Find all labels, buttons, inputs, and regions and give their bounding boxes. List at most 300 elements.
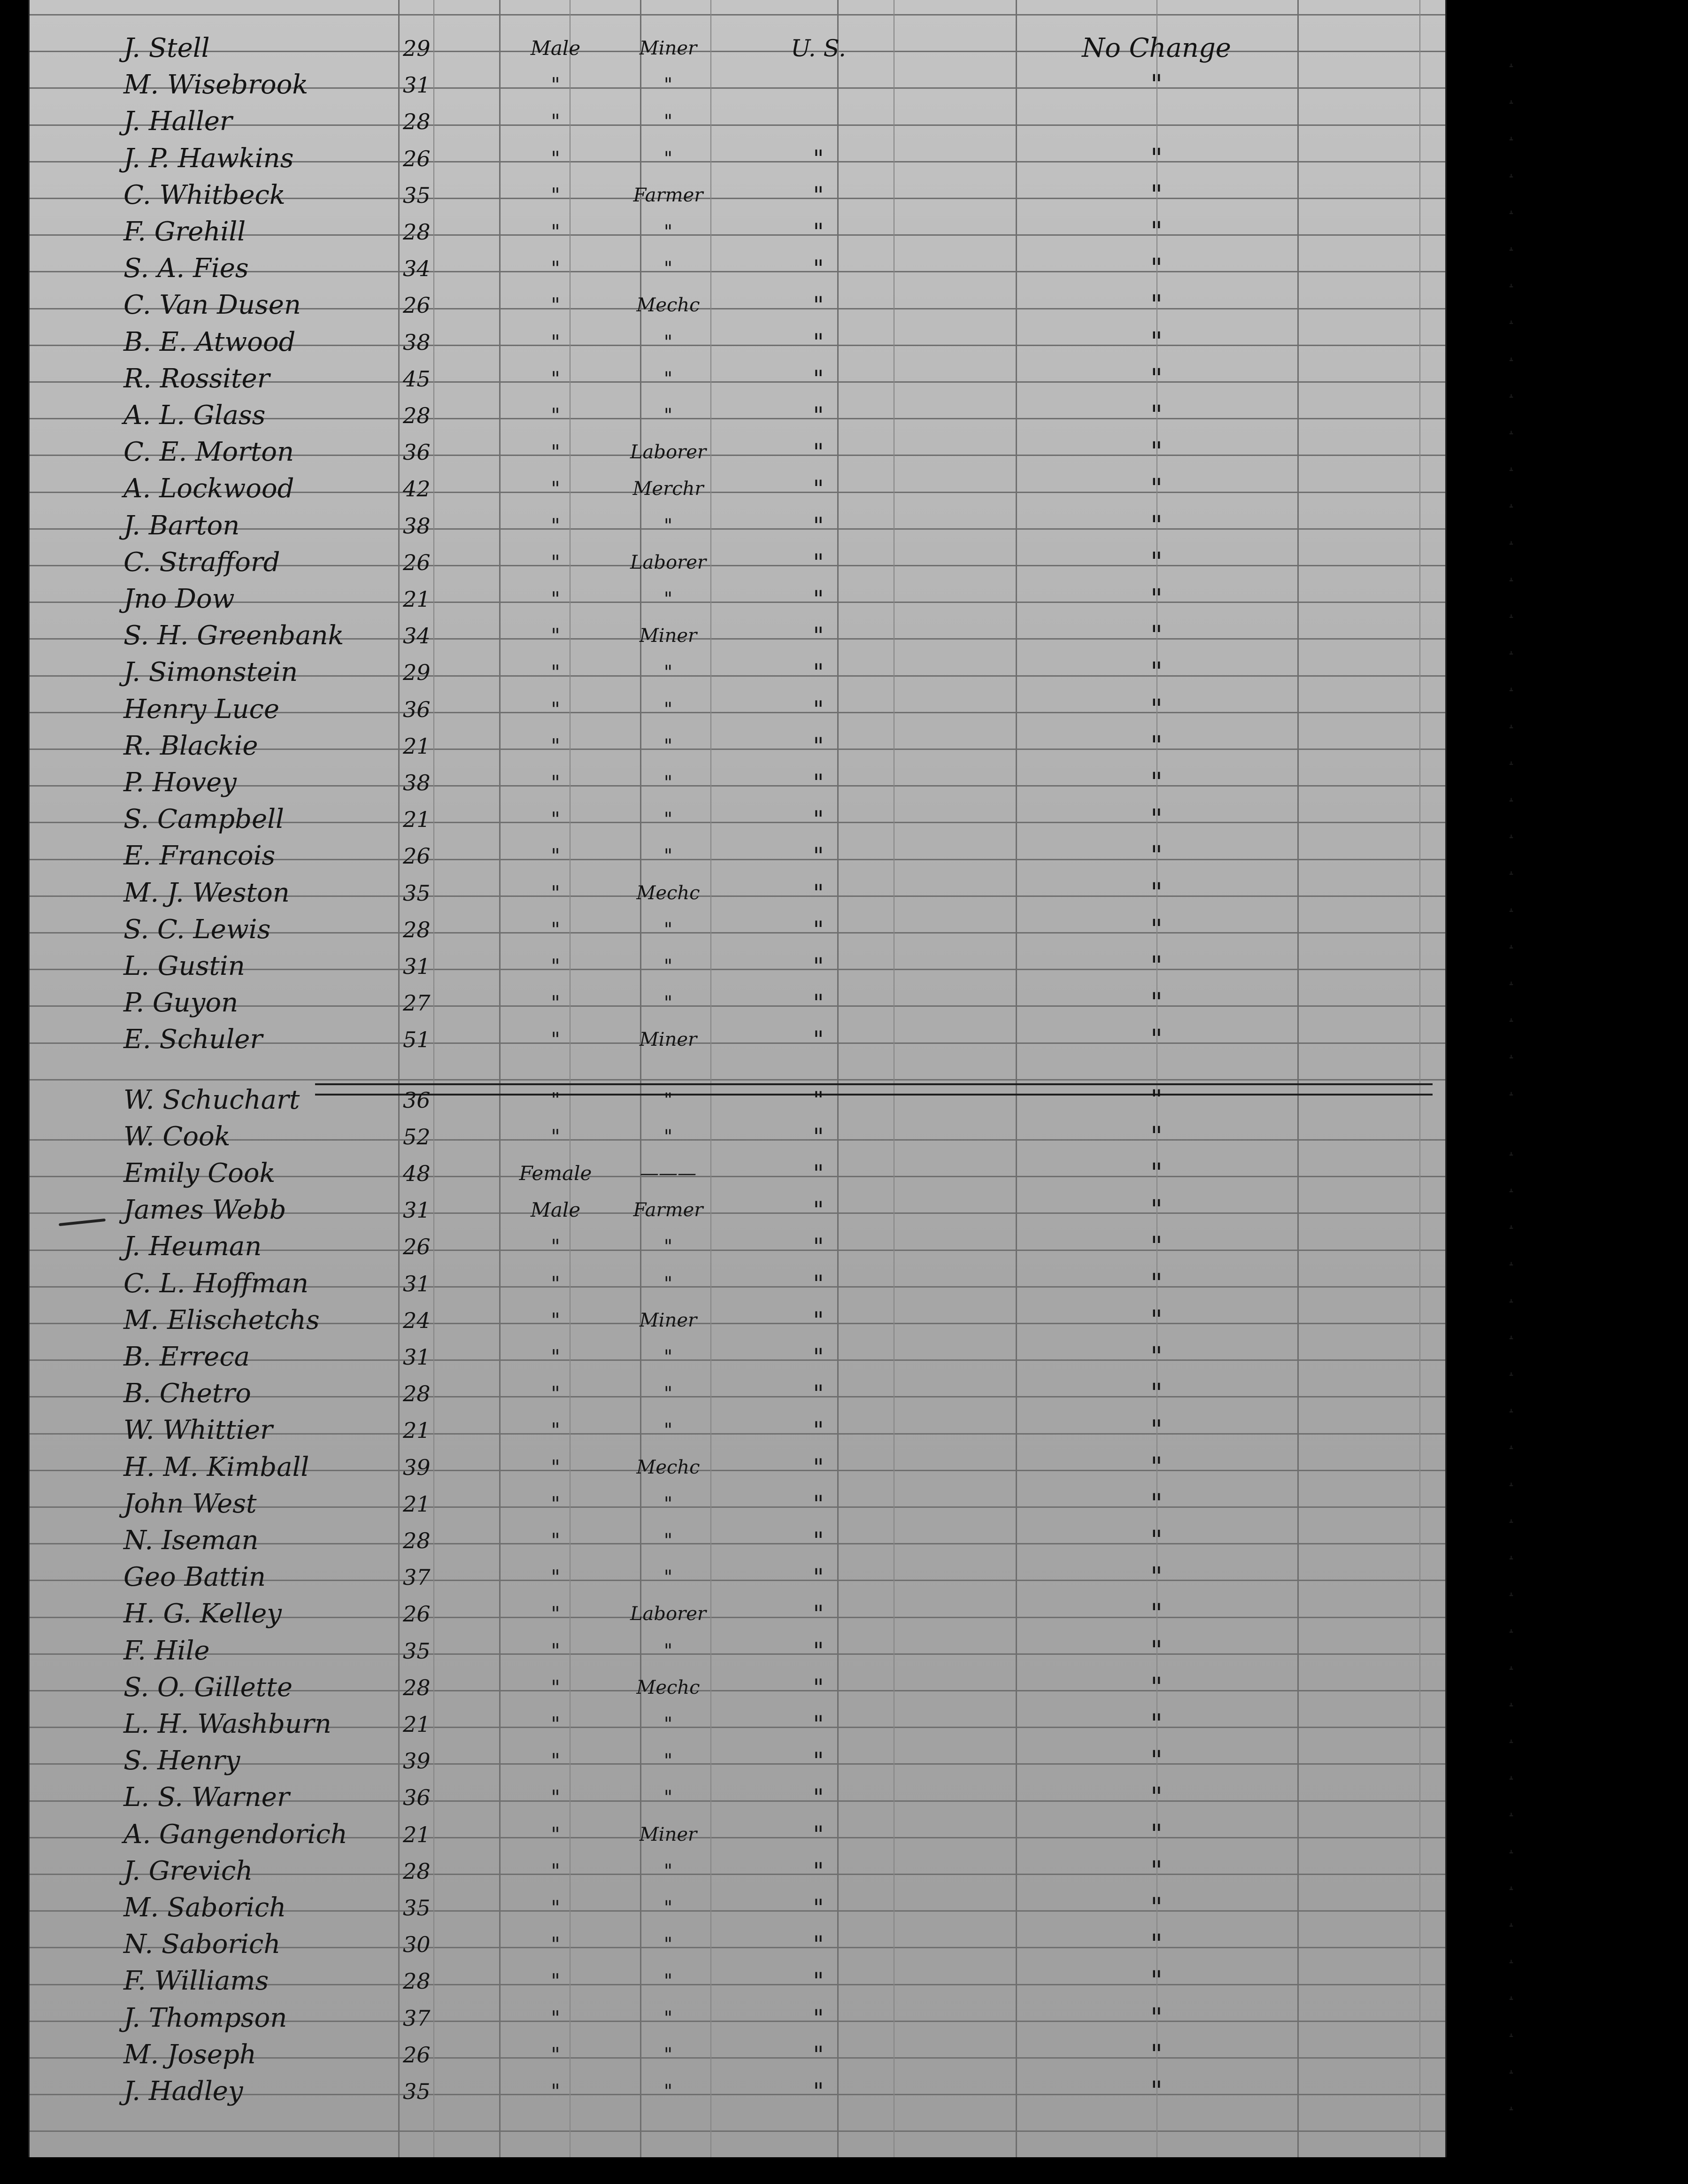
cell-sex: ": [551, 844, 560, 868]
cell-age: 48: [403, 1161, 431, 1186]
cell-name: J. Stell: [123, 33, 210, 63]
cell-nativity: ": [813, 2004, 824, 2032]
cell-name: A. L. Glass: [123, 400, 266, 431]
cell-change: ": [1150, 1562, 1163, 1593]
cell-age: 31: [403, 1197, 431, 1223]
cell-nativity: ": [813, 1026, 824, 1054]
cell-name: H. G. Kelley: [123, 1598, 282, 1629]
cell-sex: ": [551, 550, 560, 574]
cell-age: 28: [403, 1858, 431, 1884]
margin-tick-mark: ˔: [1507, 313, 1515, 332]
cell-name: C. L. Hoffman: [123, 1268, 309, 1299]
margin-tick-mark: ˔: [1507, 1952, 1515, 1972]
cell-name: M. Saborich: [123, 1892, 286, 1923]
cell-sex: Male: [530, 1198, 581, 1222]
cell-sex: ": [551, 367, 560, 390]
cell-sex: ": [551, 918, 560, 941]
cell-name: J. Simonstein: [123, 657, 298, 688]
cell-occupation: ": [663, 588, 673, 610]
cell-occupation: ": [663, 111, 673, 133]
margin-tick-mark: ˔: [1507, 93, 1515, 112]
cell-change: ": [1150, 1929, 1163, 1960]
cell-name: S. H. Greenbank: [123, 620, 344, 651]
cell-name: Geo Battin: [123, 1562, 266, 1593]
cell-age: 28: [403, 219, 431, 245]
cell-nativity: ": [813, 1196, 824, 1224]
cell-nativity: ": [813, 769, 824, 796]
cell-age: 26: [403, 293, 431, 318]
cell-change: ": [1150, 1819, 1163, 1850]
cell-nativity: ": [813, 989, 824, 1017]
cell-change: ": [1150, 2039, 1163, 2070]
cell-name: W. Whittier: [123, 1415, 273, 1446]
cell-age: 34: [403, 256, 431, 282]
cell-nativity: ": [813, 1160, 824, 1187]
cell-nativity: ": [813, 1453, 824, 1481]
cell-change: ": [1150, 584, 1163, 614]
cell-occupation: ": [663, 1089, 673, 1111]
margin-tick-mark: ˔: [1507, 2099, 1515, 2118]
cell-nativity: ": [813, 1343, 824, 1371]
cell-change: ": [1150, 1635, 1163, 1666]
margin-tick-mark: ˔: [1507, 1255, 1515, 1274]
cell-sex: ": [551, 147, 560, 170]
margin-tick-mark: ˔: [1507, 1916, 1515, 1935]
cell-name: A. Lockwood: [123, 473, 294, 504]
cell-occupation: ": [663, 331, 673, 353]
cell-age: 38: [403, 329, 431, 355]
cell-age: 36: [403, 696, 431, 722]
cell-nativity: ": [813, 695, 824, 723]
margin-tick-mark: ˔: [1507, 1549, 1515, 1567]
margin-tick-mark: ˔: [1507, 1048, 1515, 1067]
margin-tick-mark: ˔: [1507, 1806, 1515, 1825]
cell-nativity: ": [813, 439, 824, 466]
cell-nativity: ": [813, 1711, 824, 1738]
cell-sex: ": [551, 1602, 560, 1626]
ruled-line: [30, 1079, 1445, 1080]
cell-nativity: ": [813, 953, 824, 980]
margin-tick-mark: ˔: [1507, 754, 1515, 773]
margin-tick-mark: ˔: [1507, 680, 1515, 700]
cell-age: 35: [403, 182, 431, 208]
margin-tick-mark: ˔: [1507, 203, 1515, 222]
margin-tick-mark: ˔: [1507, 130, 1515, 149]
cell-age: 37: [403, 1565, 431, 1590]
cell-name: C. Strafford: [123, 547, 280, 578]
cell-age: 37: [403, 2005, 431, 2031]
cell-occupation: ": [663, 809, 673, 831]
cell-change: [1025, 105, 1288, 138]
margin-tick-mark: ˔: [1507, 901, 1515, 920]
cell-nativity: ": [813, 1086, 824, 1114]
cell-sex: ": [551, 440, 560, 464]
cell-occupation: Mechc: [636, 294, 700, 316]
cell-sex: ": [551, 991, 560, 1015]
cell-age: 28: [403, 109, 431, 135]
cell-name: W. Cook: [123, 1121, 231, 1152]
column-line: [1419, 0, 1420, 2157]
cell-sex: ": [551, 1859, 560, 1883]
margin-tick-mark: ˔: [1507, 1291, 1515, 1311]
margin-tick-mark: ˔: [1507, 1769, 1515, 1788]
cell-change: ": [1150, 69, 1163, 100]
cell-nativity: ": [813, 1600, 824, 1628]
cell-sex: ": [551, 73, 560, 97]
margin-tick-mark: ˔: [1507, 497, 1515, 516]
cell-occupation: ": [663, 405, 673, 426]
margin-tick-mark: ˔: [1507, 533, 1515, 553]
cell-sex: ": [551, 771, 560, 794]
cell-age: 38: [403, 770, 431, 795]
cell-change: ": [1150, 1084, 1163, 1115]
cell-sex: ": [551, 1566, 560, 1589]
cell-age: 21: [403, 1418, 431, 1443]
cell-name: C. Whitbeck: [123, 179, 285, 210]
cell-name: R. Rossiter: [123, 363, 270, 394]
cell-sex: ": [551, 404, 560, 427]
cell-name: N. Iseman: [123, 1525, 259, 1556]
cell-occupation: ": [663, 1713, 673, 1735]
cell-name: M. Wisebrook: [123, 69, 308, 100]
cell-nativity: ": [813, 1784, 824, 1812]
cell-change: ": [1150, 767, 1163, 798]
cell-sex: ": [551, 1969, 560, 1993]
cell-change: ": [1150, 1782, 1163, 1813]
column-line: [1016, 0, 1017, 2157]
cell-occupation: Farmer: [633, 1199, 703, 1221]
cell-nativity: ": [813, 292, 824, 319]
cell-age: 28: [403, 917, 431, 942]
cell-age: 35: [403, 1895, 431, 1921]
margin-tick-mark: ˔: [1507, 1402, 1515, 1421]
cell-nativity: ": [813, 1527, 824, 1554]
cell-name: James Webb: [123, 1195, 286, 1226]
cell-age: 24: [403, 1307, 431, 1333]
margin-tick-mark: ˔: [1507, 240, 1515, 259]
cell-change: ": [1150, 1121, 1163, 1152]
cell-name: R. Blackie: [123, 730, 258, 761]
cell-age: 28: [403, 1528, 431, 1553]
cell-nativity: ": [813, 145, 824, 172]
cell-age: 29: [403, 36, 431, 61]
cell-name: J. P. Hawkins: [123, 143, 294, 174]
cell-age: 26: [403, 1601, 431, 1627]
cell-change: ": [1150, 988, 1163, 1019]
cell-change: ": [1150, 730, 1163, 761]
cell-sex: Female: [519, 1162, 592, 1185]
cell-occupation: ": [663, 956, 673, 977]
cell-occupation: Laborer: [630, 1603, 706, 1625]
cell-change: ": [1150, 1231, 1163, 1262]
cell-change: ": [1150, 2002, 1163, 2033]
cell-age: 28: [403, 1381, 431, 1407]
cell-age: 26: [403, 1234, 431, 1260]
margin-tick-mark: ˔: [1507, 1842, 1515, 1861]
cell-occupation: ": [663, 992, 673, 1014]
cell-change: ": [1150, 1195, 1163, 1226]
margin-tick-mark: ˔: [1507, 791, 1515, 810]
ruled-line: [30, 14, 1445, 15]
cell-name: S. Campbell: [123, 804, 284, 835]
cell-name: F. Williams: [123, 1966, 269, 1997]
cell-age: 29: [403, 660, 431, 686]
cell-change: ": [1150, 914, 1163, 945]
cell-sex: ": [551, 1713, 560, 1736]
cell-age: 26: [403, 549, 431, 575]
cell-change: ": [1150, 253, 1163, 284]
cell-occupation: ": [663, 1346, 673, 1368]
cell-sex: ": [551, 1382, 560, 1405]
cell-occupation: Miner: [639, 38, 697, 59]
cell-change: ": [1150, 510, 1163, 541]
margin-tick-mark: ˔: [1507, 937, 1515, 957]
cell-occupation: Farmer: [633, 184, 703, 206]
cell-age: 45: [403, 366, 431, 392]
cell-nativity: ": [813, 1968, 824, 1995]
cell-name: M. Joseph: [123, 2039, 256, 2070]
cell-sex: ": [551, 1675, 560, 1699]
cell-name: E. Francois: [123, 841, 276, 872]
margin-tick-mark: ˔: [1507, 1438, 1515, 1458]
cell-age: 28: [403, 1675, 431, 1700]
cell-sex: ": [551, 477, 560, 501]
cell-name: J. Grevich: [123, 1855, 253, 1886]
cell-nativity: ": [813, 806, 824, 833]
cell-sex: ": [551, 1786, 560, 1809]
cell-name: M. J. Weston: [123, 877, 290, 908]
cell-sex: ": [551, 1492, 560, 1515]
cell-name: Emily Cook: [123, 1158, 276, 1188]
cell-name: S. Henry: [123, 1745, 240, 1776]
cell-nativity: ": [813, 1564, 824, 1591]
cell-name: F. Hile: [123, 1635, 210, 1666]
cell-change: ": [1150, 1342, 1163, 1372]
cell-change: ": [1150, 1892, 1163, 1923]
cell-nativity: ": [813, 879, 824, 907]
cell-occupation: ": [663, 1273, 673, 1295]
margin-tick-mark: ˔: [1507, 277, 1515, 296]
cell-change: ": [1150, 179, 1163, 210]
cell-name: J. Heuman: [123, 1231, 262, 1262]
cell-age: 28: [403, 403, 431, 428]
cell-nativity: ": [813, 475, 824, 503]
cell-nativity: ": [813, 1821, 824, 1848]
cell-name: Henry Luce: [123, 694, 280, 725]
cell-occupation: ": [663, 1236, 673, 1258]
cell-nativity: ": [813, 1233, 824, 1261]
cell-age: 35: [403, 880, 431, 906]
cell-sex: ": [551, 1529, 560, 1552]
margin-tick-mark: ˔: [1507, 1011, 1515, 1030]
cell-sex: ": [551, 1749, 560, 1773]
cell-sex: ": [551, 734, 560, 757]
margin-tick-mark: ˔: [1507, 1365, 1515, 1384]
margin-tick-mark: ˔: [1507, 1512, 1515, 1531]
cell-nativity: ": [813, 2078, 824, 2105]
margin-tick-mark: ˔: [1507, 2062, 1515, 2082]
cell-change: ": [1150, 363, 1163, 394]
census-ledger-sheet: [28, 0, 1447, 2157]
cell-occupation: ": [663, 1567, 673, 1589]
cell-age: 21: [403, 587, 431, 612]
margin-tick-mark: ˔: [1507, 1328, 1515, 1347]
cell-occupation: ": [663, 2044, 673, 2066]
margin-tick-mark: ˔: [1507, 974, 1515, 993]
cell-name: L. S. Warner: [123, 1782, 290, 1813]
cell-change: ": [1150, 473, 1163, 504]
cell-age: 21: [403, 1712, 431, 1737]
cell-age: 51: [403, 1027, 431, 1053]
cell-sex: ": [551, 1822, 560, 1846]
cell-age: 21: [403, 1491, 431, 1517]
cell-change: ": [1150, 2076, 1163, 2107]
cell-change: ": [1150, 951, 1163, 981]
cell-age: 26: [403, 2042, 431, 2068]
cell-name: B. Chetro: [123, 1378, 251, 1409]
margin-tick-mark: ˔: [1507, 1695, 1515, 1714]
cell-change: ": [1150, 437, 1163, 468]
cell-age: 21: [403, 807, 431, 833]
cell-nativity: ": [813, 181, 824, 209]
margin-tick-mark: ˔: [1507, 827, 1515, 847]
cell-sex: Male: [530, 37, 581, 60]
cell-occupation: ": [663, 221, 673, 243]
cell-nativity: ": [813, 218, 824, 246]
cell-nativity: ": [813, 622, 824, 650]
cell-name: J. Barton: [123, 510, 240, 541]
cell-sex: ": [551, 1028, 560, 1051]
cell-sex: ": [551, 955, 560, 978]
cell-sex: ": [551, 183, 560, 207]
cell-sex: ": [551, 1125, 560, 1148]
cell-nativity: ": [813, 1306, 824, 1334]
cell-occupation: ": [663, 1787, 673, 1809]
cell-change: ": [1150, 1024, 1163, 1055]
cell-sex: ": [551, 661, 560, 684]
column-line: [499, 0, 501, 2157]
cell-age: 35: [403, 2079, 431, 2104]
cell-nativity: ": [813, 1894, 824, 1922]
cell-occupation: ": [663, 1126, 673, 1148]
cell-age: 39: [403, 1454, 431, 1480]
cell-occupation: Laborer: [630, 441, 706, 463]
cell-change: ": [1150, 326, 1163, 357]
margin-tick-mark: ˔: [1507, 1622, 1515, 1641]
cell-change: ": [1150, 1378, 1163, 1409]
cell-nativity: [753, 105, 884, 138]
cell-age: 35: [403, 1638, 431, 1664]
cell-nativity: ": [813, 1747, 824, 1775]
margin-tick-mark: ˔: [1507, 1732, 1515, 1751]
cell-occupation: ": [663, 772, 673, 794]
margin-tick-mark: ˔: [1507, 166, 1515, 185]
cell-change: ": [1150, 841, 1163, 872]
margin-tick-mark: ˔: [1507, 424, 1515, 442]
cell-age: 27: [403, 990, 431, 1016]
cell-sex: ": [551, 808, 560, 831]
cell-name: S. C. Lewis: [123, 914, 271, 945]
cell-name: N. Saborich: [123, 1929, 281, 1960]
cell-name: L. Gustin: [123, 951, 245, 981]
cell-occupation: ": [663, 1750, 673, 1772]
cell-occupation: Miner: [639, 1309, 697, 1331]
cell-change: ": [1150, 1304, 1163, 1335]
cell-nativity: ": [813, 1123, 824, 1150]
cell-name: L. H. Washburn: [123, 1709, 331, 1739]
cell-change: ": [1150, 1709, 1163, 1739]
cell-name: J. Thompson: [123, 2002, 287, 2033]
cell-age: 31: [403, 1271, 431, 1297]
cell-age: 31: [403, 954, 431, 979]
margin-tick-mark: ˔: [1507, 1585, 1515, 1605]
cell-sex: ": [551, 1419, 560, 1442]
cell-name: S. O. Gillette: [123, 1672, 293, 1703]
cell-sex: ": [551, 624, 560, 648]
cell-sex: ": [551, 1455, 560, 1479]
cell-change: ": [1150, 1158, 1163, 1188]
cell-change: ": [1150, 143, 1163, 174]
cell-change: ": [1150, 1966, 1163, 1997]
cell-nativity: ": [813, 512, 824, 540]
margin-tick-mark: ˔: [1507, 570, 1515, 589]
cell-change: ": [1150, 877, 1163, 908]
cell-nativity: ": [813, 1857, 824, 1885]
cell-sex: ": [551, 1896, 560, 1919]
ruled-line: [30, 2130, 1445, 2132]
cell-occupation: ": [663, 1640, 673, 1662]
margin-tick-mark: ˔: [1507, 1989, 1515, 2008]
cell-nativity: ": [813, 1674, 824, 1701]
cell-age: 52: [403, 1124, 431, 1150]
cell-name: P. Guyon: [123, 988, 239, 1019]
cell-occupation: ": [663, 1897, 673, 1919]
cell-nativity: ": [813, 842, 824, 870]
cell-occupation: ": [663, 515, 673, 537]
cell-sex: ": [551, 1639, 560, 1662]
cell-age: 21: [403, 733, 431, 759]
margin-tick-mark: ˔: [1507, 1084, 1515, 1104]
cell-nativity: ": [813, 365, 824, 393]
cell-occupation: Miner: [639, 1029, 697, 1051]
margin-tick-mark: ˔: [1507, 607, 1515, 626]
cell-nativity: ": [813, 1417, 824, 1444]
cell-change: ": [1150, 1268, 1163, 1299]
cell-nativity: U. S.: [791, 35, 846, 62]
cell-name: A. Gangendorich: [123, 1819, 347, 1850]
cell-change: ": [1150, 400, 1163, 431]
margin-tick-mark: ˔: [1507, 2026, 1515, 2045]
cell-sex: ": [551, 110, 560, 133]
cell-occupation: ": [663, 1970, 673, 1992]
cell-change: ": [1150, 1415, 1163, 1446]
cell-sex: ": [551, 1088, 560, 1111]
cell-occupation: ": [663, 1493, 673, 1515]
cell-change: ": [1150, 1855, 1163, 1886]
cell-occupation: ": [663, 735, 673, 757]
margin-tick-mark: ˔: [1507, 1475, 1515, 1494]
cell-sex: ": [551, 1235, 560, 1258]
cell-age: 26: [403, 146, 431, 171]
cell-nativity: ": [813, 255, 824, 283]
cell-name: B. E. Atwood: [123, 326, 296, 357]
cell-name: M. Elischetchs: [123, 1304, 320, 1335]
cell-name: C. Van Dusen: [123, 290, 301, 321]
cell-occupation: ": [663, 1383, 673, 1405]
cell-change: ": [1150, 1525, 1163, 1556]
cell-name: J. Hadley: [123, 2076, 243, 2107]
cell-sex: ": [551, 2043, 560, 2066]
